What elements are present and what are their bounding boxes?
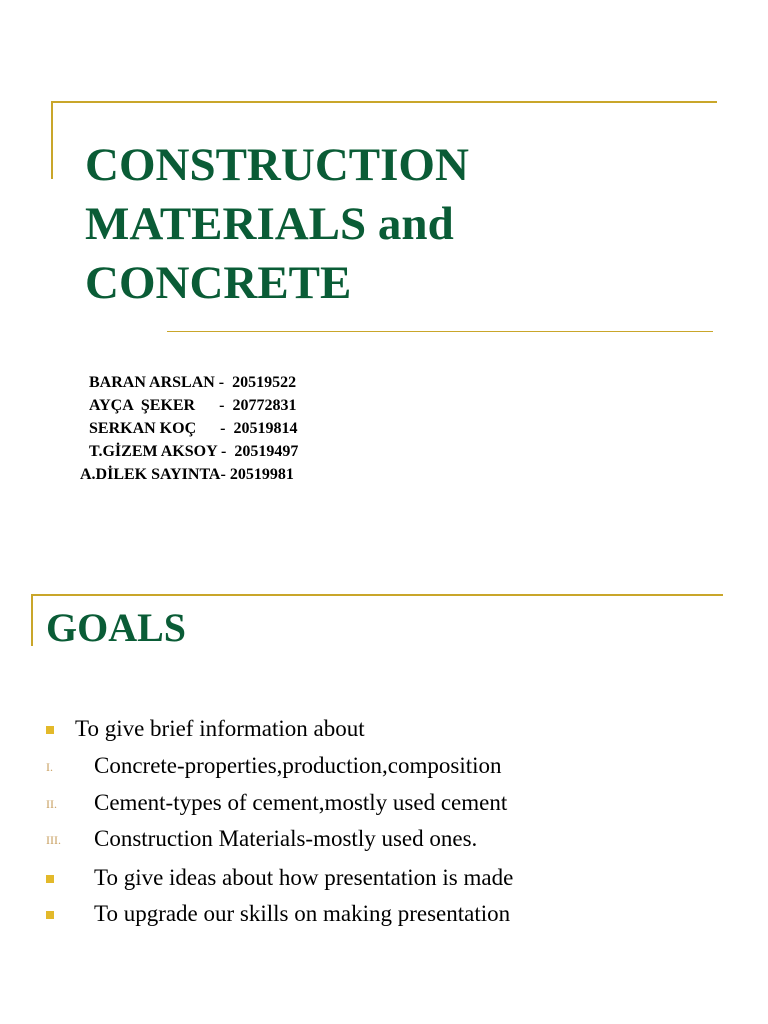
list-item-text: Cement-types of cement,mostly used cement bbox=[94, 790, 508, 815]
roman-numeral-marker: III. bbox=[46, 833, 61, 847]
list-item bbox=[0, 863, 768, 899]
list-item-text: To give ideas about how presentation is made bbox=[94, 865, 514, 890]
title-line: MATERIALS and bbox=[85, 198, 454, 250]
list-item bbox=[0, 751, 768, 787]
title-line: CONSTRUCTION bbox=[85, 139, 469, 191]
left-accent-line bbox=[31, 594, 33, 646]
list-item bbox=[0, 788, 768, 824]
top-accent-line bbox=[51, 101, 717, 103]
roman-numeral-marker: I. bbox=[46, 760, 53, 774]
roman-numeral-marker: II. bbox=[46, 797, 57, 811]
square-bullet-icon bbox=[46, 911, 54, 919]
list-item bbox=[0, 824, 768, 860]
author-entry: BARAN ARSLAN - 20519522 bbox=[89, 374, 297, 391]
title-line: CONCRETE bbox=[85, 257, 352, 309]
left-accent-line bbox=[51, 101, 53, 179]
square-bullet-icon bbox=[46, 726, 54, 734]
list-item-text: To give brief information about bbox=[75, 716, 365, 741]
slide-title: GOALS bbox=[46, 605, 187, 650]
title-underline bbox=[167, 331, 713, 332]
square-bullet-icon bbox=[46, 875, 54, 883]
top-accent-line bbox=[31, 594, 723, 596]
author-entry: SERKAN KOÇ - 20519814 bbox=[89, 420, 298, 437]
list-item bbox=[0, 899, 768, 935]
author-entry: AYÇA ŞEKER - 20772831 bbox=[89, 397, 297, 414]
list-item-text: Concrete-properties,production,composition bbox=[94, 753, 502, 778]
goals-slide bbox=[0, 560, 768, 1024]
author-entry: A.DİLEK SAYINTA- 20519981 bbox=[80, 466, 294, 483]
list-item bbox=[0, 714, 768, 750]
author-entry: T.GİZEM AKSOY - 20519497 bbox=[89, 443, 299, 460]
list-item-text: Construction Materials-mostly used ones. bbox=[94, 826, 478, 851]
list-item-text: To upgrade our skills on making presentation bbox=[94, 901, 511, 926]
slide-title bbox=[85, 136, 469, 313]
